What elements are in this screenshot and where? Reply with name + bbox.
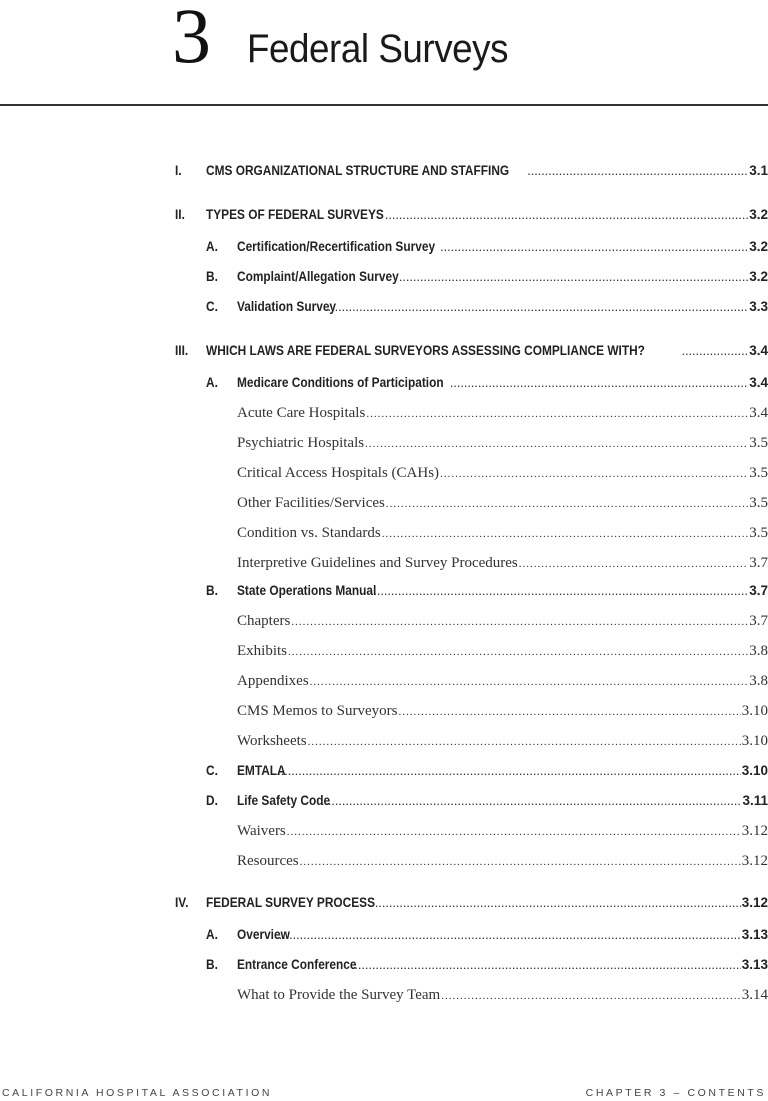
toc-entry-page-number: 3.11 [742, 793, 768, 808]
toc-entry-page-number: 3.13 [741, 957, 768, 972]
toc-entry[interactable] [237, 405, 768, 425]
dot-leader [385, 211, 748, 221]
toc-entry-page-number: 3.2 [749, 239, 768, 254]
toc-entry[interactable] [175, 343, 768, 363]
toc-entry-label: Resources [237, 853, 299, 869]
toc-entry-page-number: 3.14 [741, 987, 768, 1003]
toc-entry-label: CMS ORGANIZATIONAL STRUCTURE AND STAFFING [206, 163, 510, 178]
dot-leader [321, 797, 741, 807]
toc-entry-label: CMS Memos to Surveyors [237, 703, 398, 719]
toc-entry-number: A. [206, 927, 218, 942]
toc-entry-label: Condition vs. Standards [237, 525, 381, 541]
toc-entry[interactable] [237, 703, 768, 723]
dot-leader [450, 379, 748, 389]
dot-leader [440, 468, 748, 480]
toc-entry-label: FEDERAL SURVEY PROCESS [206, 895, 376, 910]
dot-leader [375, 899, 740, 909]
toc-entry-number: C. [206, 299, 218, 314]
toc-entry-page-number: 3.12 [741, 823, 768, 839]
toc-entry-number: IV. [175, 895, 189, 910]
dot-leader [441, 243, 749, 253]
chapter-number: 3 [172, 0, 211, 79]
toc-entry[interactable] [206, 793, 768, 813]
toc-entry-label: What to Provide the Survey Team [237, 987, 441, 1003]
header-rule [0, 104, 768, 106]
toc-entry-label: Exhibits [237, 643, 288, 659]
toc-entry-label: Other Facilities/Services [237, 495, 385, 511]
toc-entry-page-number: 3.13 [741, 927, 768, 942]
dot-leader [351, 961, 740, 971]
chapter-header [0, 0, 768, 108]
toc-entry-page-number: 3.5 [749, 435, 768, 451]
dot-leader [276, 931, 741, 941]
toc-entry-label: Worksheets [237, 733, 307, 749]
toc-entry-page-number: 3.10 [741, 733, 768, 749]
toc-entry-label: Complaint/Allegation Survey [237, 269, 399, 284]
dot-leader [398, 706, 740, 718]
dot-leader [365, 438, 748, 450]
toc-entry-page-number: 3.10 [741, 703, 768, 719]
toc-entry[interactable] [237, 465, 768, 485]
dot-leader [382, 528, 748, 540]
chapter-title: Federal Surveys [247, 27, 509, 71]
toc-entry-page-number: 3.4 [749, 343, 768, 358]
toc-entry-page-number: 3.10 [741, 763, 768, 778]
toc-entry-label: Psychiatric Hospitals [237, 435, 365, 451]
toc-entry-number: II. [175, 207, 185, 222]
toc-entry[interactable] [237, 823, 768, 843]
toc-entry[interactable] [206, 583, 768, 603]
toc-entry[interactable] [206, 375, 768, 395]
toc-entry-label: Certification/Recertification Survey [237, 239, 436, 254]
toc-entry[interactable] [237, 495, 768, 515]
dot-leader [366, 408, 748, 420]
dot-leader [682, 347, 748, 357]
toc-entry-page-number: 3.5 [749, 495, 768, 511]
dot-leader [300, 856, 741, 868]
toc-entry-label: State Operations Manual [237, 583, 377, 598]
toc-entry-page-number: 3.12 [741, 853, 768, 869]
toc-entry[interactable] [237, 435, 768, 455]
toc-entry-page-number: 3.7 [749, 613, 768, 629]
toc-entry-number: D. [206, 793, 218, 808]
toc-entry-page-number: 3.5 [749, 465, 768, 481]
toc-entry[interactable] [237, 525, 768, 545]
toc-entry[interactable] [175, 207, 768, 227]
toc-entry-page-number: 3.2 [749, 207, 768, 222]
dot-leader [310, 676, 749, 688]
dot-leader [528, 167, 748, 177]
toc-entry-page-number: 3.3 [749, 299, 768, 314]
toc-entry-label: EMTALA [237, 763, 286, 778]
toc-entry[interactable] [175, 163, 768, 183]
toc-entry-number: B. [206, 583, 218, 598]
toc-entry[interactable] [175, 895, 768, 915]
toc-entry-number: A. [206, 239, 218, 254]
dot-leader [287, 826, 741, 838]
toc-entry-label: Waivers [237, 823, 286, 839]
dot-leader [399, 273, 748, 283]
toc-entry[interactable] [237, 643, 768, 663]
toc-entry-page-number: 3.12 [741, 895, 768, 910]
toc-entry-page-number: 3.7 [749, 583, 768, 598]
dot-leader [288, 646, 748, 658]
dot-leader [271, 767, 741, 777]
toc-entry-label: Entrance Conference [237, 957, 357, 972]
toc-entry-page-number: 3.7 [749, 555, 768, 571]
toc-entry[interactable] [206, 763, 768, 783]
toc-entry-label: Chapters [237, 613, 291, 629]
dot-leader [441, 990, 741, 1002]
toc-entry[interactable] [206, 299, 768, 319]
toc-entry-label: Medicare Conditions of Participation [237, 375, 444, 390]
toc-entry[interactable] [237, 673, 768, 693]
toc-entry-page-number: 3.1 [749, 163, 768, 178]
toc-entry[interactable] [237, 853, 768, 873]
toc-entry[interactable] [237, 733, 768, 753]
toc-entry-number: C. [206, 763, 218, 778]
toc-entry-label: Overview [237, 927, 290, 942]
toc-entry[interactable] [237, 555, 768, 575]
toc-entry-number: B. [206, 269, 218, 284]
dot-leader [328, 303, 748, 313]
toc-entry-number: A. [206, 375, 218, 390]
toc-entry-page-number: 3.8 [749, 673, 768, 689]
dot-leader [519, 558, 749, 570]
toc-entry-number: III. [175, 343, 189, 358]
footer-publisher: CALIFORNIA HOSPITAL ASSOCIATION [2, 1087, 273, 1099]
toc-entry-page-number: 3.2 [749, 269, 768, 284]
toc-entry-page-number: 3.5 [749, 525, 768, 541]
toc-entry-label: Validation Survey [237, 299, 337, 314]
toc-entry[interactable] [206, 957, 768, 977]
dot-leader [308, 736, 741, 748]
dot-leader [386, 498, 748, 510]
toc-entry-page-number: 3.4 [749, 405, 768, 421]
toc-entry-label: Acute Care Hospitals [237, 405, 366, 421]
toc-entry-label: Appendixes [237, 673, 309, 689]
toc-entry-number: I. [175, 163, 182, 178]
toc-entry-page-number: 3.4 [749, 375, 768, 390]
toc-entry-number: B. [206, 957, 218, 972]
footer-section: CHAPTER 3 – CONTENTS [585, 1087, 766, 1099]
toc-entry[interactable] [206, 927, 768, 947]
dot-leader [291, 616, 748, 628]
toc-entry-label: WHICH LAWS ARE FEDERAL SURVEYORS ASSESSING COMPLIANCE WITH? [206, 343, 645, 358]
toc-entry[interactable] [237, 987, 768, 1007]
toc-entry-page-number: 3.8 [749, 643, 768, 659]
toc-entry-label: Interpretive Guidelines and Survey Procedures [237, 555, 518, 571]
toc-entry[interactable] [237, 613, 768, 633]
toc-entry-label: Life Safety Code [237, 793, 331, 808]
toc-entry[interactable] [206, 269, 768, 289]
dot-leader [374, 587, 748, 597]
toc-entry[interactable] [206, 239, 768, 259]
toc-entry-label: TYPES OF FEDERAL SURVEYS [206, 207, 384, 222]
toc-entry-label: Critical Access Hospitals (CAHs) [237, 465, 440, 481]
